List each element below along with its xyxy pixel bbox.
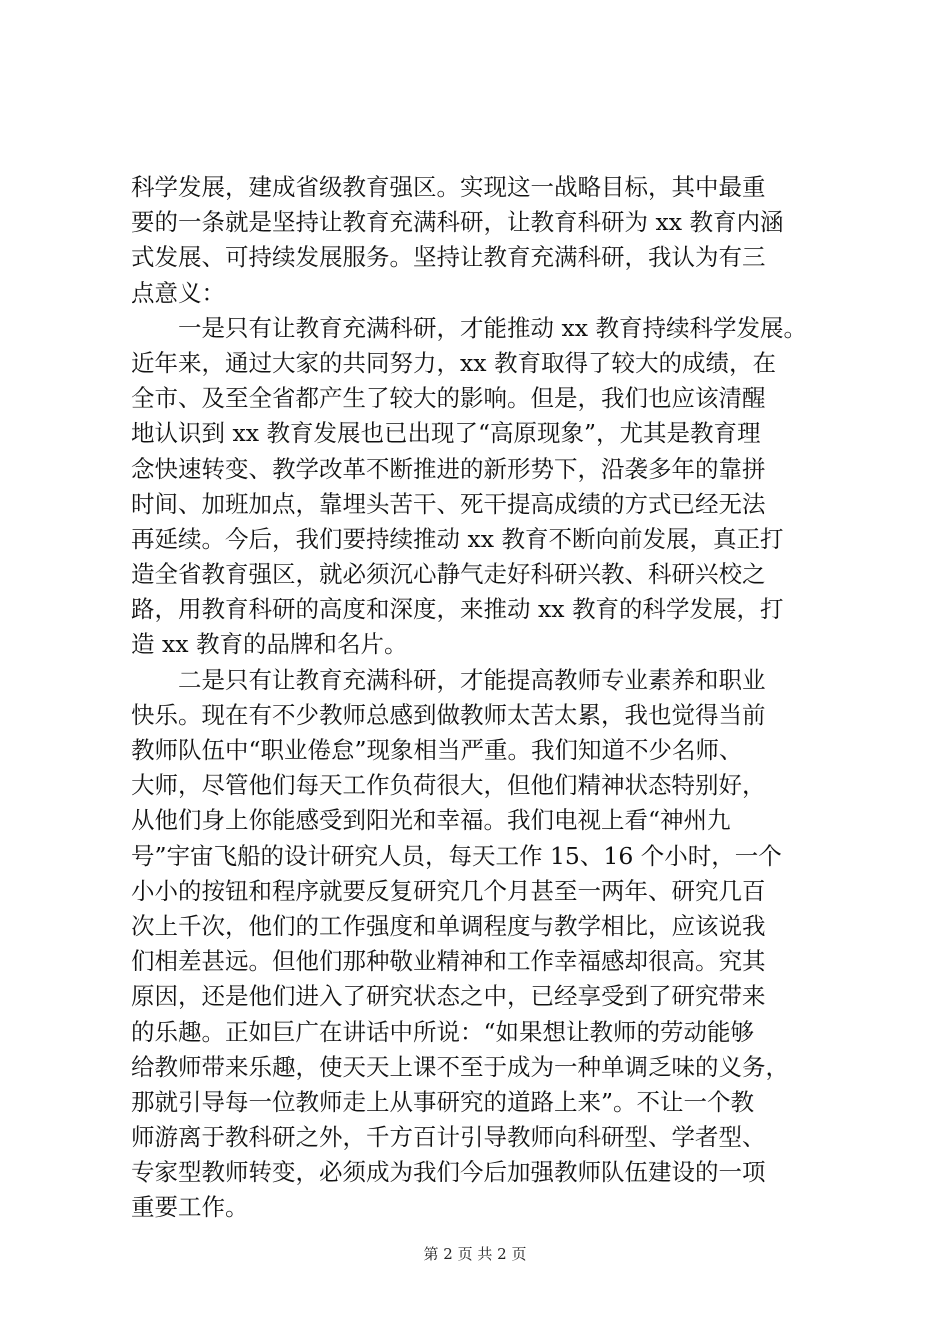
text-line: 号”宇宙飞船的设计研究人员，每天工作 15、16 个小时，一个: [131, 841, 782, 870]
text-line: 点意义：: [131, 278, 225, 307]
text-line: 那就引导每一位教师走上从事研究的道路上来”。不让一个教: [131, 1087, 755, 1116]
text-line: 式发展、可持续发展服务。坚持让教育充满科研，我认为有三: [131, 243, 766, 272]
text-line: 造 xx 教育的品牌和名片。: [131, 630, 408, 659]
text-line: 念快速转变、教学改革不断推进的新形势下，沿袭多年的靠拼: [131, 454, 766, 483]
text-line: 造全省教育强区，就必须沉心静气走好科研兴教、科研兴校之: [131, 560, 766, 589]
text-line: 近年来，通过大家的共同努力，xx 教育取得了较大的成绩，在: [131, 348, 776, 377]
text-line: 快乐。现在有不少教师总感到做教师太苦太累，我也觉得当前: [131, 700, 766, 729]
text-line: 要的一条就是坚持让教育充满科研，让教育科研为 xx 教育内涵: [131, 208, 784, 237]
page-number: 第 2 页 共 2 页: [423, 1245, 527, 1263]
text-line: 小小的按钮和程序就要反复研究几个月甚至一两年、研究几百: [131, 876, 766, 905]
text-line: 原因，还是他们进入了研究状态之中，已经享受到了研究带来: [131, 982, 766, 1011]
text-line: 时间、加班加点，靠埋头苦干、死干提高成绩的方式已经无法: [131, 489, 766, 518]
page-footer: [0, 1244, 950, 1264]
body-text: [131, 170, 831, 1226]
text-line: 教师队伍中“职业倦怠”现象相当严重。我们知道不少名师、: [131, 736, 743, 764]
text-line: 的乐趣。正如巨广在讲话中所说：“如果想让教师的劳动能够: [131, 1017, 755, 1046]
text-line: 科学发展，建成省级教育强区。实现这一战略目标，其中最重: [131, 173, 766, 201]
text-line: 次上千次，他们的工作强度和单调程度与教学相比，应该说我: [131, 911, 766, 940]
paragraph-1-start: 一是只有让教育充满科研，才能推动 xx 教育持续科学发展。: [131, 313, 807, 342]
text-line: 路，用教育科研的高度和深度，来推动 xx 教育的科学发展，打: [131, 595, 784, 624]
text-line: 大师，尽管他们每天工作负荷很大，但他们精神状态特别好，: [131, 771, 766, 800]
text-line: 重要工作。: [131, 1193, 249, 1222]
text-line: 全市、及至全省都产生了较大的影响。但是，我们也应该清醒: [131, 384, 766, 413]
text-line: 给教师带来乐趣，使天天上课不至于成为一种单调乏味的义务，: [131, 1052, 789, 1081]
text-line: 从他们身上你能感受到阳光和幸福。我们电视上看“神州九: [131, 806, 731, 835]
text-line: 们相差甚远。但他们那种敬业精神和工作幸福感却很高。究其: [131, 947, 766, 976]
text-line: 专家型教师转变，必须成为我们今后加强教师队伍建设的一项: [131, 1158, 766, 1187]
paragraph-2-start: 二是只有让教育充满科研，才能提高教师专业素养和职业: [131, 665, 766, 694]
text-line: 再延续。今后，我们要持续推动 xx 教育不断向前发展，真正打: [131, 524, 784, 553]
text-line: 师游离于教科研之外，千方百计引导教师向科研型、学者型、: [131, 1123, 766, 1152]
text-line: 地认识到 xx 教育发展也已出现了“高原现象”，尤其是教育理: [131, 419, 761, 448]
